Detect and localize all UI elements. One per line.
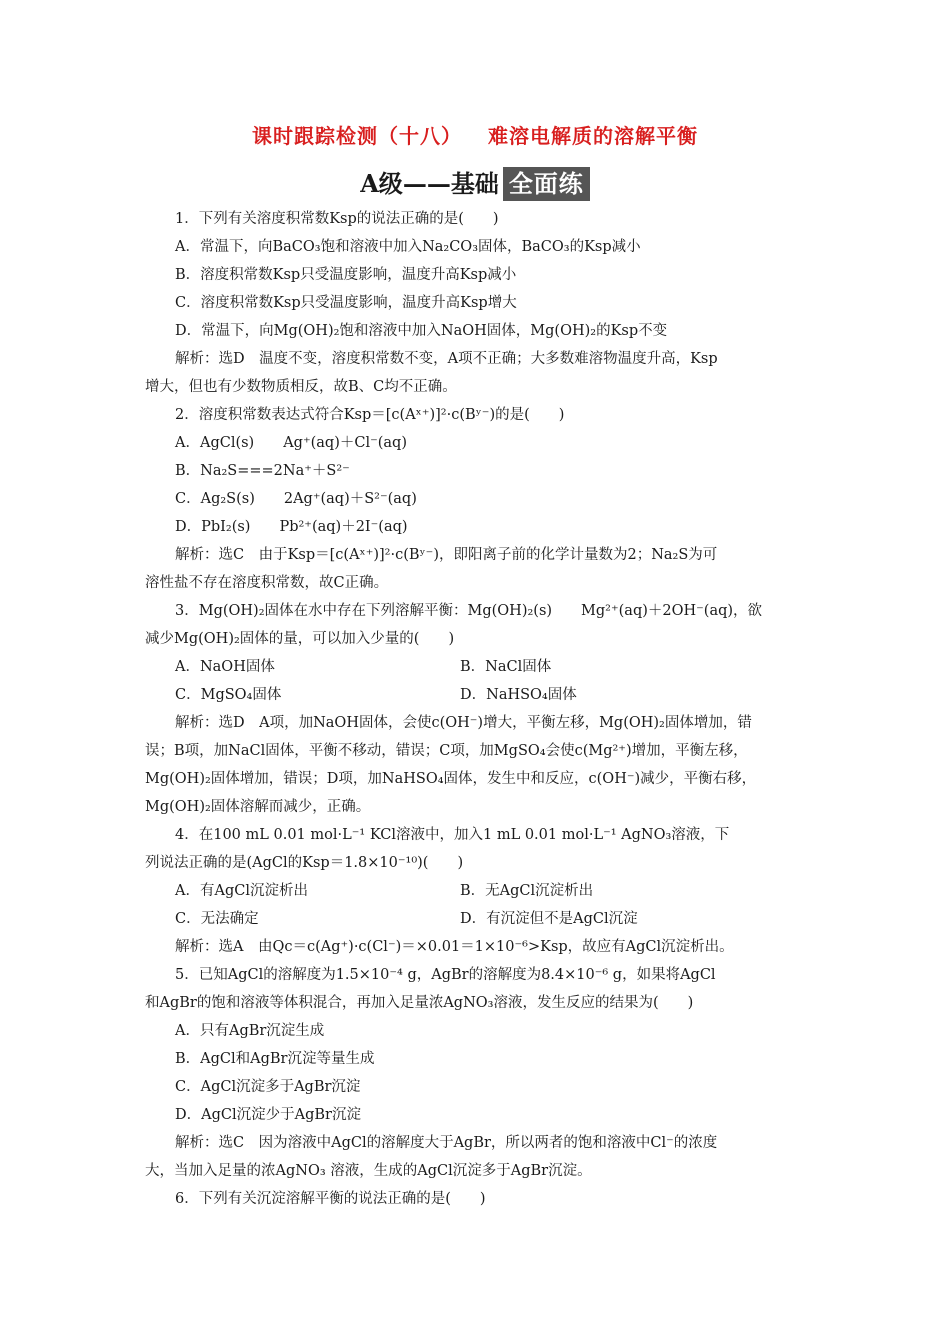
text-line: D．常温下，向Mg(OH)₂饱和溶液中加入NaOH固体，Mg(OH)₂的Ksp不变 — [175, 323, 668, 339]
text-line — [145, 681, 810, 709]
text-line: 误；B项，加NaCl固体，平衡不移动，错误；C项，加MgSO₄会使c(Mg²⁺)增加，平衡左移， — [145, 743, 748, 759]
text-line: C．溶度积常数Ksp只受温度影响，温度升高Ksp增大 — [175, 295, 517, 311]
text-line: A．只有AgBr沉淀生成 — [175, 1023, 325, 1039]
text-line: A．AgCl(s) Ag⁺(aq)＋Cl⁻(aq) — [175, 435, 407, 451]
text-line: 4．在100 mL 0.01 mol·L⁻¹ KCl溶液中，加入1 mL 0.01 mol·L⁻¹ AgNO₃溶液，下 — [175, 827, 730, 843]
text-line: 增大，但也有少数物质相反，故B、C均不正确。 — [145, 379, 457, 395]
text-line: 解析：选C 由于Ksp＝[c(Aˣ⁺)]²·c(Bʸ⁻)，即阳离子前的化学计量数为2；Na₂S为可 — [175, 547, 718, 563]
level-heading — [0, 164, 950, 201]
text-line: 大，当加入足量的浓AgNO₃ 溶液，生成的AgCl沉淀多于AgBr沉淀。 — [145, 1163, 592, 1179]
text-line: 减少Mg(OH)₂固体的量，可以加入少量的( ) — [145, 631, 455, 647]
option-left: C．MgSO₄固体 — [175, 687, 282, 703]
option-left: C．无法确定 — [175, 911, 259, 927]
text-line: 解析：选D 温度不变，溶度积常数不变，A项不正确；大多数难溶物温度升高，Ksp — [175, 351, 718, 367]
option-right: B．NaCl固体 — [460, 659, 552, 675]
text-line: Mg(OH)₂固体增加，错误；D项，加NaHSO₄固体，发生中和反应，c(OH⁻)减少，平衡右移， — [145, 771, 757, 787]
text-line: C．AgCl沉淀多于AgBr沉淀 — [175, 1079, 361, 1095]
text-line: 溶性盐不存在溶度积常数，故C正确。 — [145, 575, 389, 591]
text-line: 解析：选A 由Qc＝c(Ag⁺)·c(Cl⁻)＝×0.01＝1×10⁻⁶>Ksp，故应有AgCl沉淀析出。 — [175, 939, 734, 955]
level-prefix: A级 — [360, 169, 403, 198]
title-left: 课时跟踪检测（十八） — [252, 124, 462, 148]
text-line: B．AgCl和AgBr沉淀等量生成 — [175, 1051, 375, 1067]
text-line: 解析：选D A项，加NaOH固体，会使c(OH⁻)增大，平衡左移，Mg(OH)₂固体增加，错 — [175, 715, 752, 731]
page-title — [0, 120, 950, 149]
text-line: 解析：选C 因为溶液中AgCl的溶解度大于AgBr，所以两者的饱和溶液中Cl⁻的浓度 — [175, 1135, 718, 1151]
text-line: A．常温下，向BaCO₃饱和溶液中加入Na₂CO₃固体，BaCO₃的Ksp减小 — [175, 239, 641, 255]
text-line — [145, 877, 810, 905]
text-line: B．溶度积常数Ksp只受温度影响，温度升高Ksp减小 — [175, 267, 517, 283]
option-left: A．NaOH固体 — [175, 659, 275, 675]
text-line: 和AgBr的饱和溶液等体积混合，再加入足量浓AgNO₃溶液，发生反应的结果为( ) — [145, 995, 694, 1011]
text-line: 3．Mg(OH)₂固体在水中存在下列溶解平衡：Mg(OH)₂(s) Mg²⁺(aq)＋2OH⁻(aq)，欲 — [175, 603, 763, 619]
text-line: 1．下列有关溶度积常数Ksp的说法正确的是( ) — [175, 211, 499, 227]
level-mid: 基础 — [450, 169, 499, 198]
level-badge: 全面练 — [503, 167, 590, 201]
text-line — [145, 653, 810, 681]
text-line — [145, 905, 810, 933]
option-left: A．有AgCl沉淀析出 — [175, 883, 308, 899]
title-right: 难溶电解质的溶解平衡 — [488, 124, 698, 148]
text-line: 列说法正确的是(AgCl的Ksp＝1.8×10⁻¹⁰)( ) — [145, 855, 464, 871]
text-line: B．Na₂S===2Na⁺＋S²⁻ — [175, 463, 350, 479]
text-line: D．AgCl沉淀少于AgBr沉淀 — [175, 1107, 361, 1123]
text-line: 2．溶度积常数表达式符合Ksp＝[c(Aˣ⁺)]²·c(Bʸ⁻)的是( ) — [175, 407, 565, 423]
text-line: D．PbI₂(s) Pb²⁺(aq)＋2I⁻(aq) — [175, 519, 408, 535]
text-line: 6．下列有关沉淀溶解平衡的说法正确的是( ) — [175, 1191, 486, 1207]
option-right: D．NaHSO₄固体 — [460, 687, 577, 703]
text-line: Mg(OH)₂固体溶解而减少，正确。 — [145, 799, 371, 815]
option-right: B．无AgCl沉淀析出 — [460, 883, 594, 899]
text-line: C．Ag₂S(s) 2Ag⁺(aq)＋S²⁻(aq) — [175, 491, 417, 507]
text-line: 5．已知AgCl的溶解度为1.5×10⁻⁴ g，AgBr的溶解度为8.4×10⁻⁶ g，如果将AgCl — [175, 967, 716, 983]
level-dash: —— — [402, 169, 451, 198]
option-right: D．有沉淀但不是AgCl沉淀 — [460, 911, 638, 927]
document-body — [145, 205, 810, 1213]
